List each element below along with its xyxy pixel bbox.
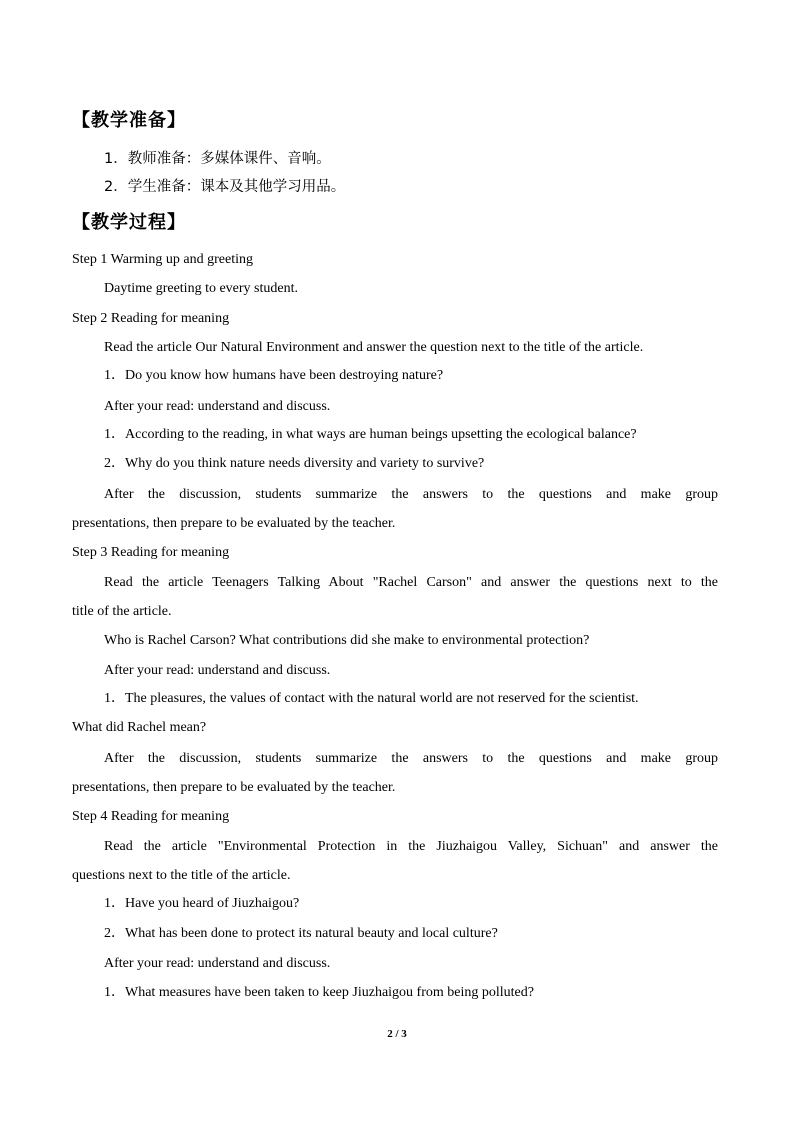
page-number: 2 / 3 (387, 1028, 407, 1040)
paragraph-line: presentations, then prepare to be evaluated by the teacher. (72, 780, 396, 795)
step-2-heading: Step 2 Reading for meaning (72, 311, 230, 326)
question-line: 2．Why do you think nature needs diversity and variety to survive? (104, 456, 485, 471)
step-4-heading: Step 4 Reading for meaning (72, 809, 230, 824)
paragraph-line: After the discussion, students summarize the answers to the questions and make group (104, 487, 718, 502)
section-heading-preparation: 【教学准备】 (72, 110, 186, 131)
prep-item-teacher: 1．教师准备：多媒体课件、音响。 (104, 151, 331, 167)
paragraph-line: Read the article "Environmental Protection in the Jiuzhaigou Valley, Sichuan" and answer the (104, 839, 718, 854)
question-line: What did Rachel mean? (72, 720, 207, 735)
question-line: 1．Do you know how humans have been destroying nature? (104, 368, 444, 383)
paragraph-line: After your read: understand and discuss. (104, 663, 331, 678)
prep-item-student: 2．学生准备：课本及其他学习用品。 (104, 179, 346, 195)
step-1-heading: Step 1 Warming up and greeting (72, 252, 253, 267)
question-line: 1．What measures have been taken to keep Jiuzhaigou from being polluted? (104, 985, 534, 1000)
question-line: 2．What has been done to protect its natural beauty and local culture? (104, 926, 498, 941)
paragraph-line: After your read: understand and discuss. (104, 956, 331, 971)
paragraph-line: Read the article Teenagers Talking About "Rachel Carson" and answer the questions next to the (104, 575, 718, 590)
section-heading-process: 【教学过程】 (72, 212, 186, 233)
step-3-heading: Step 3 Reading for meaning (72, 545, 230, 560)
question-line: Who is Rachel Carson? What contributions did she make to environmental protection? (104, 633, 590, 648)
question-line: 1．According to the reading, in what ways are human beings upsetting the ecological balance? (104, 427, 637, 442)
paragraph-line: Read the article Our Natural Environment and answer the question next to the title of the article. (104, 340, 644, 355)
paragraph-line: Daytime greeting to every student. (104, 281, 298, 296)
paragraph-line: After the discussion, students summarize the answers to the questions and make group (104, 751, 718, 766)
question-line: 1．The pleasures, the values of contact with the natural world are not reserved for the scientist. (104, 691, 639, 706)
paragraph-line: After your read: understand and discuss. (104, 399, 331, 414)
paragraph-line: title of the article. (72, 604, 172, 619)
paragraph-line: presentations, then prepare to be evaluated by the teacher. (72, 516, 396, 531)
question-line: 1．Have you heard of Jiuzhaigou? (104, 896, 300, 911)
paragraph-line: questions next to the title of the article. (72, 868, 291, 883)
